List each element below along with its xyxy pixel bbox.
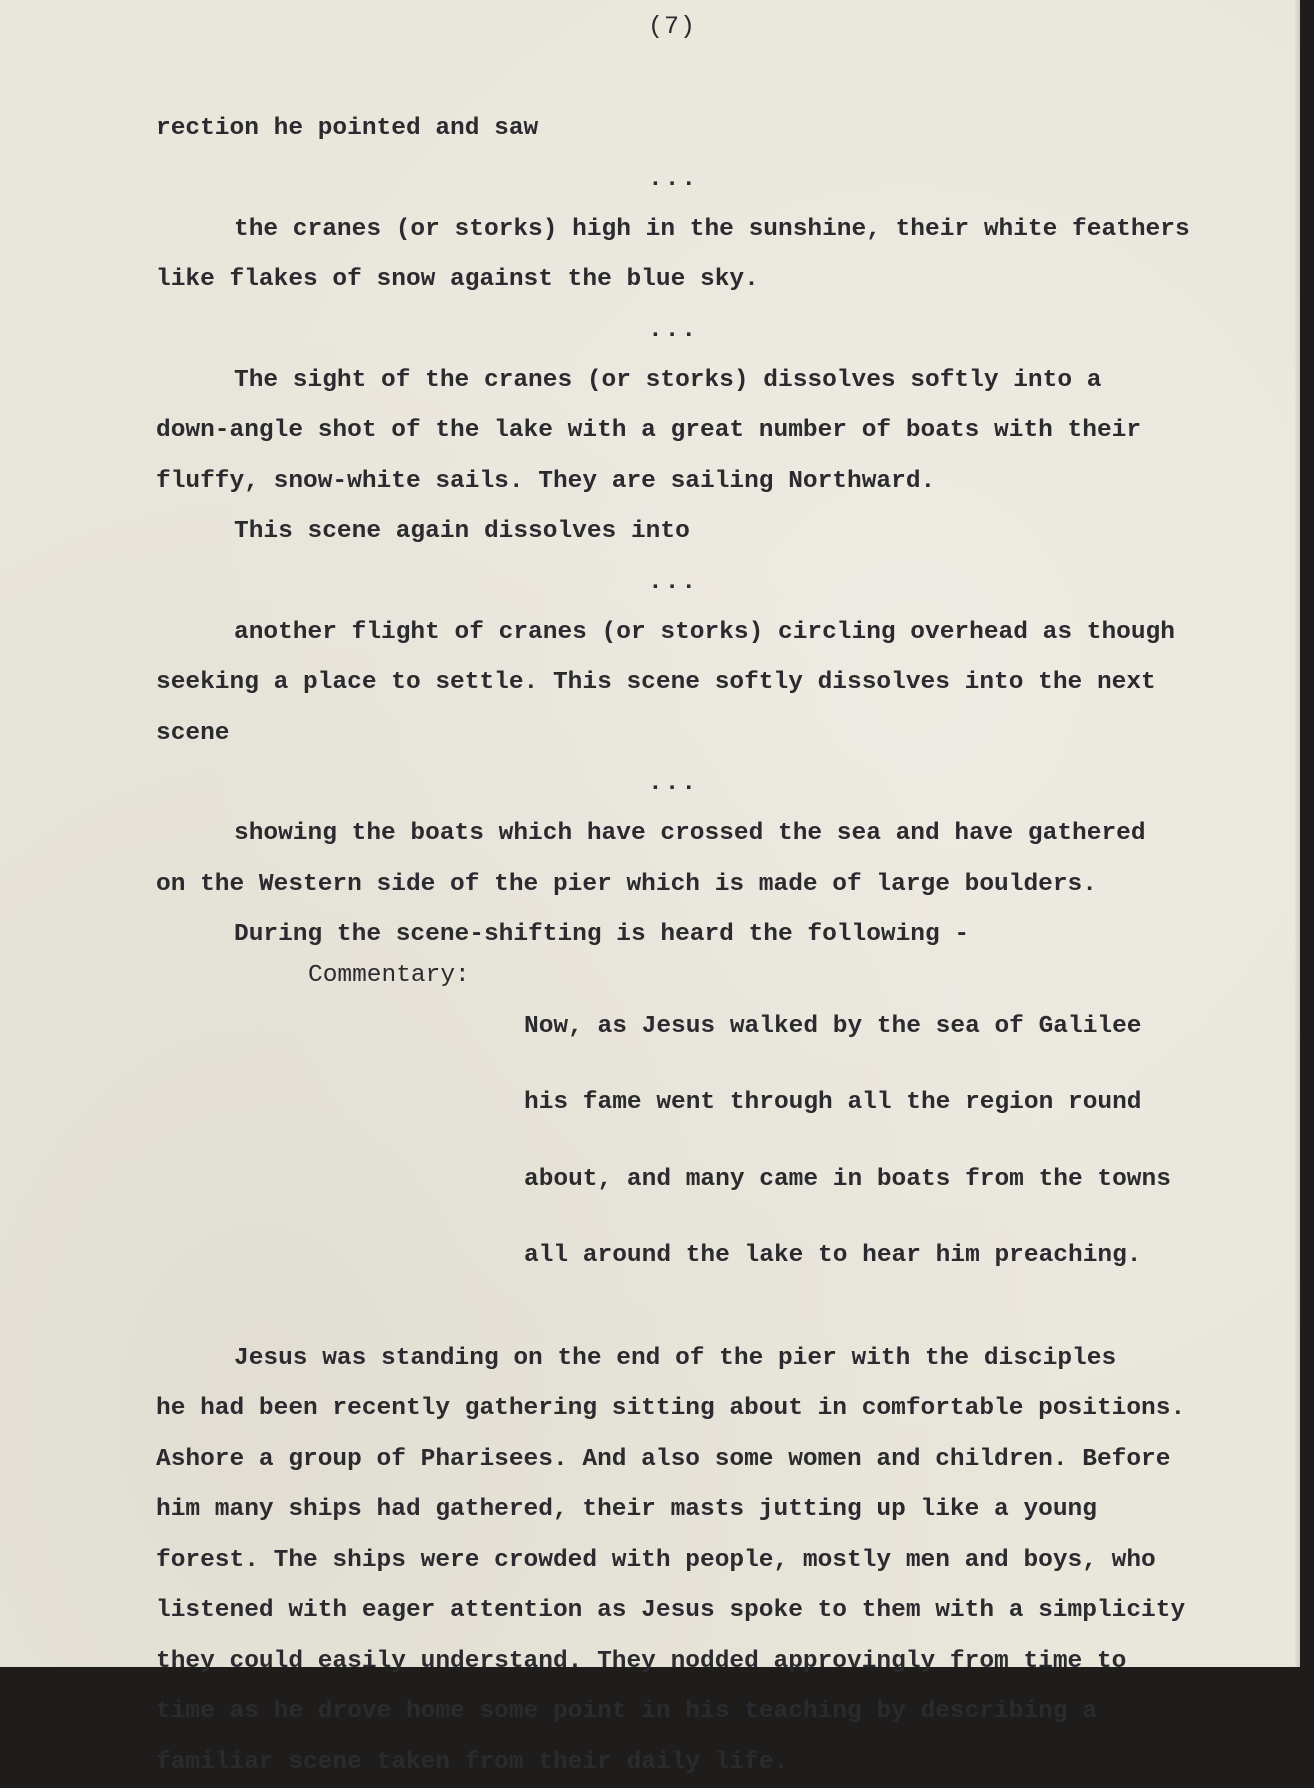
- text-line: Ashore a group of Pharisees. And also some women and children. Before: [156, 1435, 1246, 1486]
- text-line: seeking a place to settle. This scene softly dissolves into the next: [156, 658, 1246, 709]
- text-line: the cranes (or storks) high in the sunshine, their white feathers: [156, 205, 1246, 256]
- text-line: Jesus was standing on the end of the pier with the disciples: [156, 1334, 1246, 1385]
- text-line: time as he drove home some point in his teaching by describing a: [156, 1687, 1246, 1738]
- text-line: forest. The ships were crowded with people, mostly men and boys, who: [156, 1536, 1246, 1587]
- commentary-label: Commentary:: [156, 963, 524, 1320]
- commentary-block: [156, 963, 1246, 1320]
- scene-separator: ...: [156, 759, 1246, 809]
- commentary-line: his fame went through all the region round: [524, 1090, 1171, 1116]
- text-line: down-angle shot of the lake with a great number of boats with their: [156, 406, 1246, 457]
- commentary-text: [524, 963, 1171, 1320]
- text-line: they could easily understand. They nodded approvingly from time to: [156, 1637, 1246, 1688]
- commentary-line: about, and many came in boats from the towns: [524, 1167, 1171, 1193]
- text-line: rection he pointed and saw: [156, 104, 1246, 155]
- page-number: (7): [648, 12, 696, 41]
- text-line: During the scene-shifting is heard the following -: [156, 910, 1246, 961]
- text-line: familiar scene taken from their daily life.: [156, 1738, 1246, 1788]
- text-line: he had been recently gathering sitting about in comfortable positions.: [156, 1384, 1246, 1435]
- text-line: The sight of the cranes (or storks) dissolves softly into a: [156, 356, 1246, 407]
- text-line: showing the boats which have crossed the sea and have gathered: [156, 809, 1246, 860]
- text-line: another flight of cranes (or storks) circling overhead as though: [156, 608, 1246, 659]
- text-line: scene: [156, 709, 1246, 760]
- commentary-line: Now, as Jesus walked by the sea of Galilee: [524, 1014, 1171, 1040]
- text-line: fluffy, snow-white sails. They are sailing Northward.: [156, 457, 1246, 508]
- scene-separator: ...: [156, 558, 1246, 608]
- scene-separator: ...: [156, 306, 1246, 356]
- text-line: listened with eager attention as Jesus spoke to them with a simplicity: [156, 1586, 1246, 1637]
- text-line: on the Western side of the pier which is made of large boulders.: [156, 860, 1246, 911]
- script-body: [156, 104, 1246, 1788]
- commentary-line: all around the lake to hear him preaching.: [524, 1243, 1171, 1269]
- text-line: like flakes of snow against the blue sky.: [156, 255, 1246, 306]
- scene-separator: ...: [156, 155, 1246, 205]
- text-line: him many ships had gathered, their masts jutting up like a young: [156, 1485, 1246, 1536]
- page-edge-shadow: [1294, 0, 1300, 1667]
- text-line: This scene again dissolves into: [156, 507, 1246, 558]
